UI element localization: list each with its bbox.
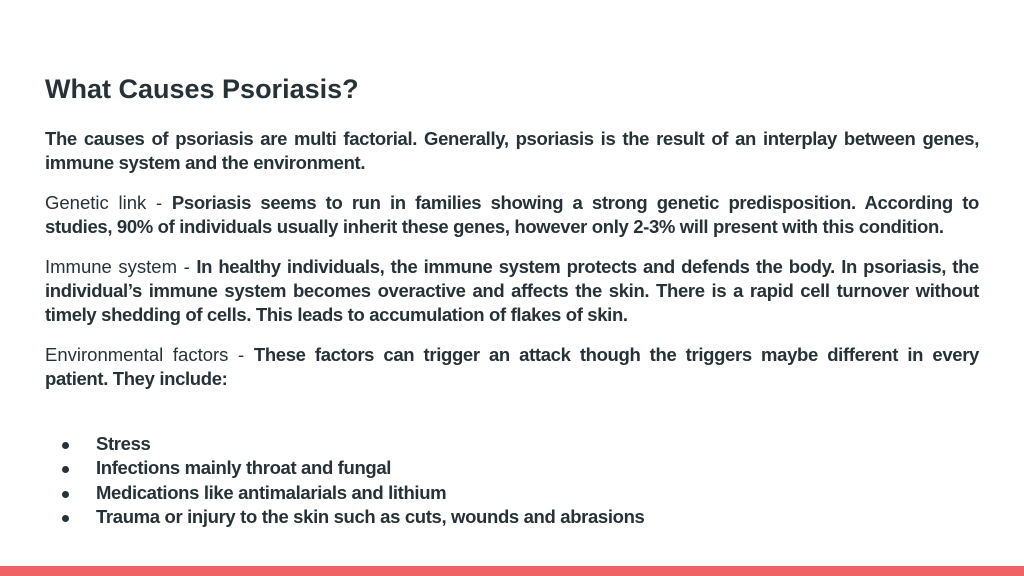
list-item — [45, 456, 645, 480]
genetic-link-term: Genetic link - — [45, 192, 172, 213]
bullet-dot-icon — [62, 491, 69, 498]
bullet-dot-icon — [62, 466, 69, 473]
trigger-text: Infections mainly throat and fungal — [96, 457, 392, 479]
environmental-factors-text: These factors can trigger an attack though the triggers maybe different in every patient. They include: — [45, 344, 979, 389]
immune-system-text: In healthy individuals, the immune system protects and defends the body. In psoriasis, the individual’s immune system becomes overactive and affects the skin. There is a rapid cell turnover without timely shedding of cells. This leads to accumulation of flakes of skin. — [45, 256, 979, 325]
trigger-text: Stress — [96, 433, 151, 454]
genetic-link-paragraph — [45, 191, 979, 239]
slide-title: What Causes Psoriasis? — [45, 74, 359, 104]
intro-paragraph: The causes of psoriasis are multi factorial. Generally, psoriasis is the result of an interplay between genes, immune system and the environment. — [45, 128, 979, 173]
trigger-list — [45, 432, 645, 529]
genetic-link-text: Psoriasis seems to run in families showing a strong genetic predisposition. According to studies, 90% of individuals usually inherit these genes, however only 2-3% will present with this condition. — [45, 192, 979, 237]
list-item — [45, 505, 645, 529]
bullet-dot-icon — [62, 442, 69, 449]
trigger-text: Medications like antimalarials and lithium — [96, 481, 447, 503]
trigger-text: Trauma or injury to the skin such as cuts, wounds and abrasions — [96, 505, 645, 527]
bullet-dot-icon — [62, 515, 69, 522]
slide-body — [45, 127, 979, 407]
environmental-factors-paragraph — [45, 343, 979, 391]
accent-bar — [0, 566, 1024, 576]
list-item — [45, 432, 645, 456]
immune-system-term: Immune system - — [45, 256, 197, 277]
immune-system-paragraph — [45, 255, 979, 327]
environmental-factors-term: Environmental factors - — [45, 344, 254, 365]
list-item — [45, 481, 645, 505]
